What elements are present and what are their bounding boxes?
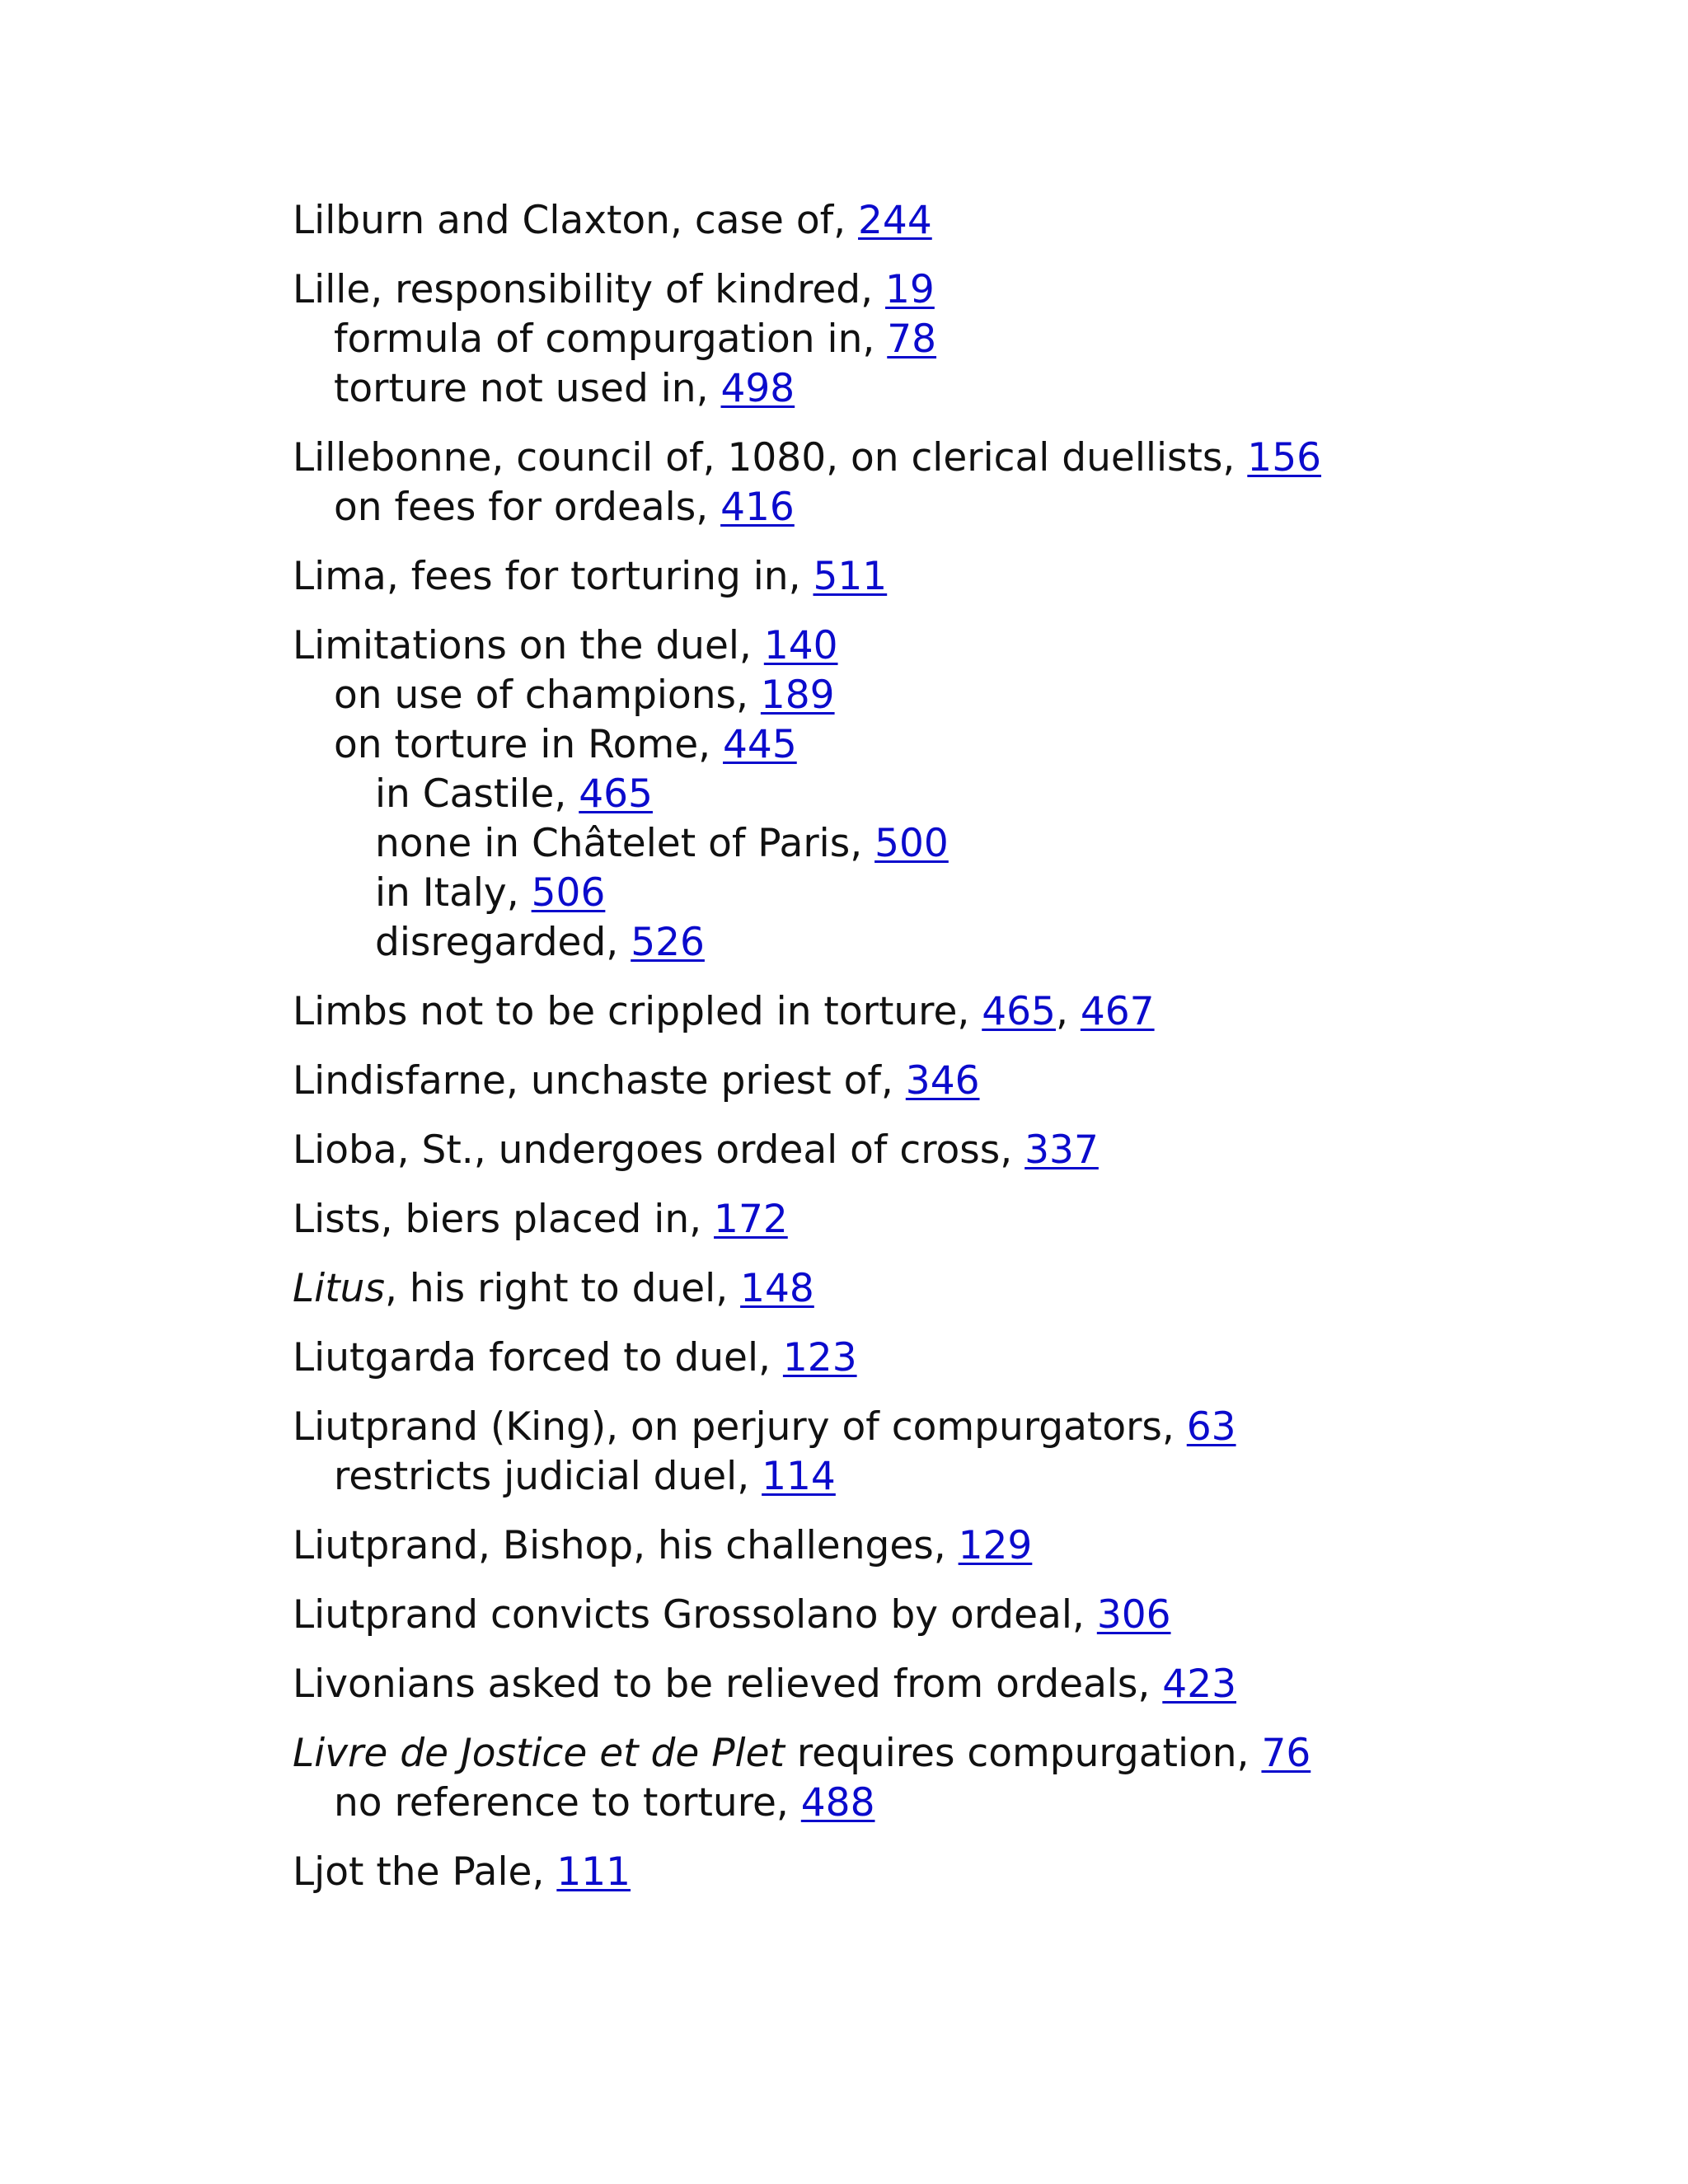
index-text: Lima, fees for torturing in,: [293, 554, 814, 599]
index-subentry-line: [293, 1779, 1611, 1828]
index-heading-line: [293, 552, 1611, 602]
index-entry: [293, 434, 1611, 532]
page-link[interactable]: 172: [714, 1197, 788, 1242]
index-heading-line: [293, 1333, 1611, 1383]
index-text: Lioba, St., undergoes ordeal of cross,: [293, 1127, 1025, 1173]
index-heading-line: [293, 621, 1611, 671]
page-link[interactable]: 465: [579, 771, 653, 817]
index-entry: [293, 1660, 1611, 1709]
index-heading-line: [293, 987, 1611, 1037]
index-entry: [293, 1403, 1611, 1502]
index-text: on fees for ordeals,: [334, 485, 721, 530]
page-link[interactable]: 500: [874, 821, 949, 866]
page-link[interactable]: 111: [556, 1849, 631, 1895]
index-text: Liutprand, Bishop, his challenges,: [293, 1523, 959, 1568]
page-link[interactable]: 416: [720, 485, 795, 530]
index-text: on torture in Rome,: [334, 722, 724, 767]
index-text: Liutgarda forced to duel,: [293, 1335, 783, 1380]
index-text: disregarded,: [375, 920, 631, 965]
page-link[interactable]: 129: [958, 1523, 1033, 1568]
page-link[interactable]: 488: [800, 1780, 875, 1825]
page-link[interactable]: 511: [813, 554, 888, 599]
index-text: , his right to duel,: [384, 1266, 741, 1311]
page-link[interactable]: 189: [760, 673, 835, 718]
index-subentry-line: [293, 483, 1611, 532]
index-text: Limbs not to be crippled in torture,: [293, 989, 982, 1034]
index-text: Liutprand (King), on perjury of compurgators,: [293, 1404, 1187, 1450]
link-separator: ,: [1055, 989, 1081, 1034]
index-heading-line: [293, 434, 1611, 483]
page-link[interactable]: 148: [740, 1266, 814, 1311]
index-subentry-line: [293, 770, 1611, 819]
index-text: requires compurgation,: [784, 1731, 1262, 1776]
index-text: formula of compurgation in,: [334, 316, 888, 362]
page-link[interactable]: 498: [720, 366, 795, 411]
index-subentry-line: [293, 819, 1611, 869]
index-text: on use of champions,: [334, 673, 761, 718]
italic-term: Litus: [293, 1266, 385, 1311]
index-entry: [293, 1729, 1611, 1828]
index-heading-line: [293, 1195, 1611, 1244]
page-link[interactable]: 156: [1247, 435, 1322, 480]
page-link[interactable]: 114: [762, 1454, 836, 1499]
page-link[interactable]: 526: [631, 920, 705, 965]
page-link[interactable]: 467: [1080, 989, 1155, 1034]
index-text: Lille, responsibility of kindred,: [293, 267, 886, 312]
index-heading-line: [293, 1848, 1611, 1897]
index-text: Livonians asked to be relieved from ordeals,: [293, 1661, 1163, 1707]
index-text: no reference to torture,: [334, 1780, 801, 1825]
index-text: in Italy,: [375, 870, 532, 916]
index-text: Lists, biers placed in,: [293, 1197, 715, 1242]
index-subentry-line: [293, 364, 1611, 414]
index-entry: [293, 1195, 1611, 1244]
index-entry: [293, 1057, 1611, 1106]
index-text: Lillebonne, council of, 1080, on clerical duellists,: [293, 435, 1248, 480]
index-subentry-line: [293, 315, 1611, 364]
index-text: Lindisfarne, unchaste priest of,: [293, 1058, 906, 1104]
index-text: Lilburn and Claxton, case of,: [293, 198, 859, 243]
index-text: Limitations on the duel,: [293, 623, 764, 668]
page-link[interactable]: 78: [887, 316, 937, 362]
page-link[interactable]: 346: [905, 1058, 980, 1104]
index-heading-line: [293, 1264, 1611, 1314]
index-entry: [293, 1264, 1611, 1314]
page-link[interactable]: 63: [1186, 1404, 1236, 1450]
index-text: Liutprand convicts Grossolano by ordeal,: [293, 1592, 1097, 1638]
index-text: none in Châtelet of Paris,: [375, 821, 875, 866]
page-link[interactable]: 76: [1261, 1731, 1311, 1776]
index-subentry-line: [293, 918, 1611, 968]
page-link[interactable]: 123: [782, 1335, 857, 1380]
index-heading-line: [293, 1126, 1611, 1175]
page-link[interactable]: 465: [982, 989, 1056, 1034]
index-heading-line: [293, 1660, 1611, 1709]
index-entry: [293, 1333, 1611, 1383]
index-heading-line: [293, 1057, 1611, 1106]
italic-term: Livre de Jostice et de Plet: [293, 1731, 785, 1776]
index-entry: [293, 1126, 1611, 1175]
page-link[interactable]: 423: [1162, 1661, 1237, 1707]
index-text: torture not used in,: [334, 366, 721, 411]
index-heading-line: [293, 265, 1611, 315]
page-link[interactable]: 445: [723, 722, 797, 767]
index-entry: [293, 987, 1611, 1037]
page-link[interactable]: 506: [531, 870, 606, 916]
index-heading-line: [293, 1591, 1611, 1640]
index-text: restricts judicial duel,: [334, 1454, 762, 1499]
page-link[interactable]: 140: [763, 623, 838, 668]
page-link[interactable]: 337: [1025, 1127, 1099, 1173]
index-subentry-line: [293, 869, 1611, 918]
index-entry: [293, 1591, 1611, 1640]
index-page: [293, 196, 1611, 1917]
index-text: in Castile,: [375, 771, 579, 817]
index-heading-line: [293, 196, 1611, 246]
index-heading-line: [293, 1403, 1611, 1452]
index-entry: [293, 196, 1611, 246]
index-subentry-line: [293, 1452, 1611, 1502]
index-entry: [293, 265, 1611, 414]
index-entry: [293, 1848, 1611, 1897]
page-link[interactable]: 19: [885, 267, 935, 312]
index-heading-line: [293, 1521, 1611, 1571]
index-entry: [293, 552, 1611, 602]
index-subentry-line: [293, 671, 1611, 720]
page-link[interactable]: 244: [858, 198, 932, 243]
index-subentry-line: [293, 720, 1611, 770]
index-entry: [293, 1521, 1611, 1571]
index-heading-line: [293, 1729, 1611, 1779]
index-text: Ljot the Pale,: [293, 1849, 557, 1895]
page-link[interactable]: 306: [1096, 1592, 1171, 1638]
index-entry: [293, 621, 1611, 968]
